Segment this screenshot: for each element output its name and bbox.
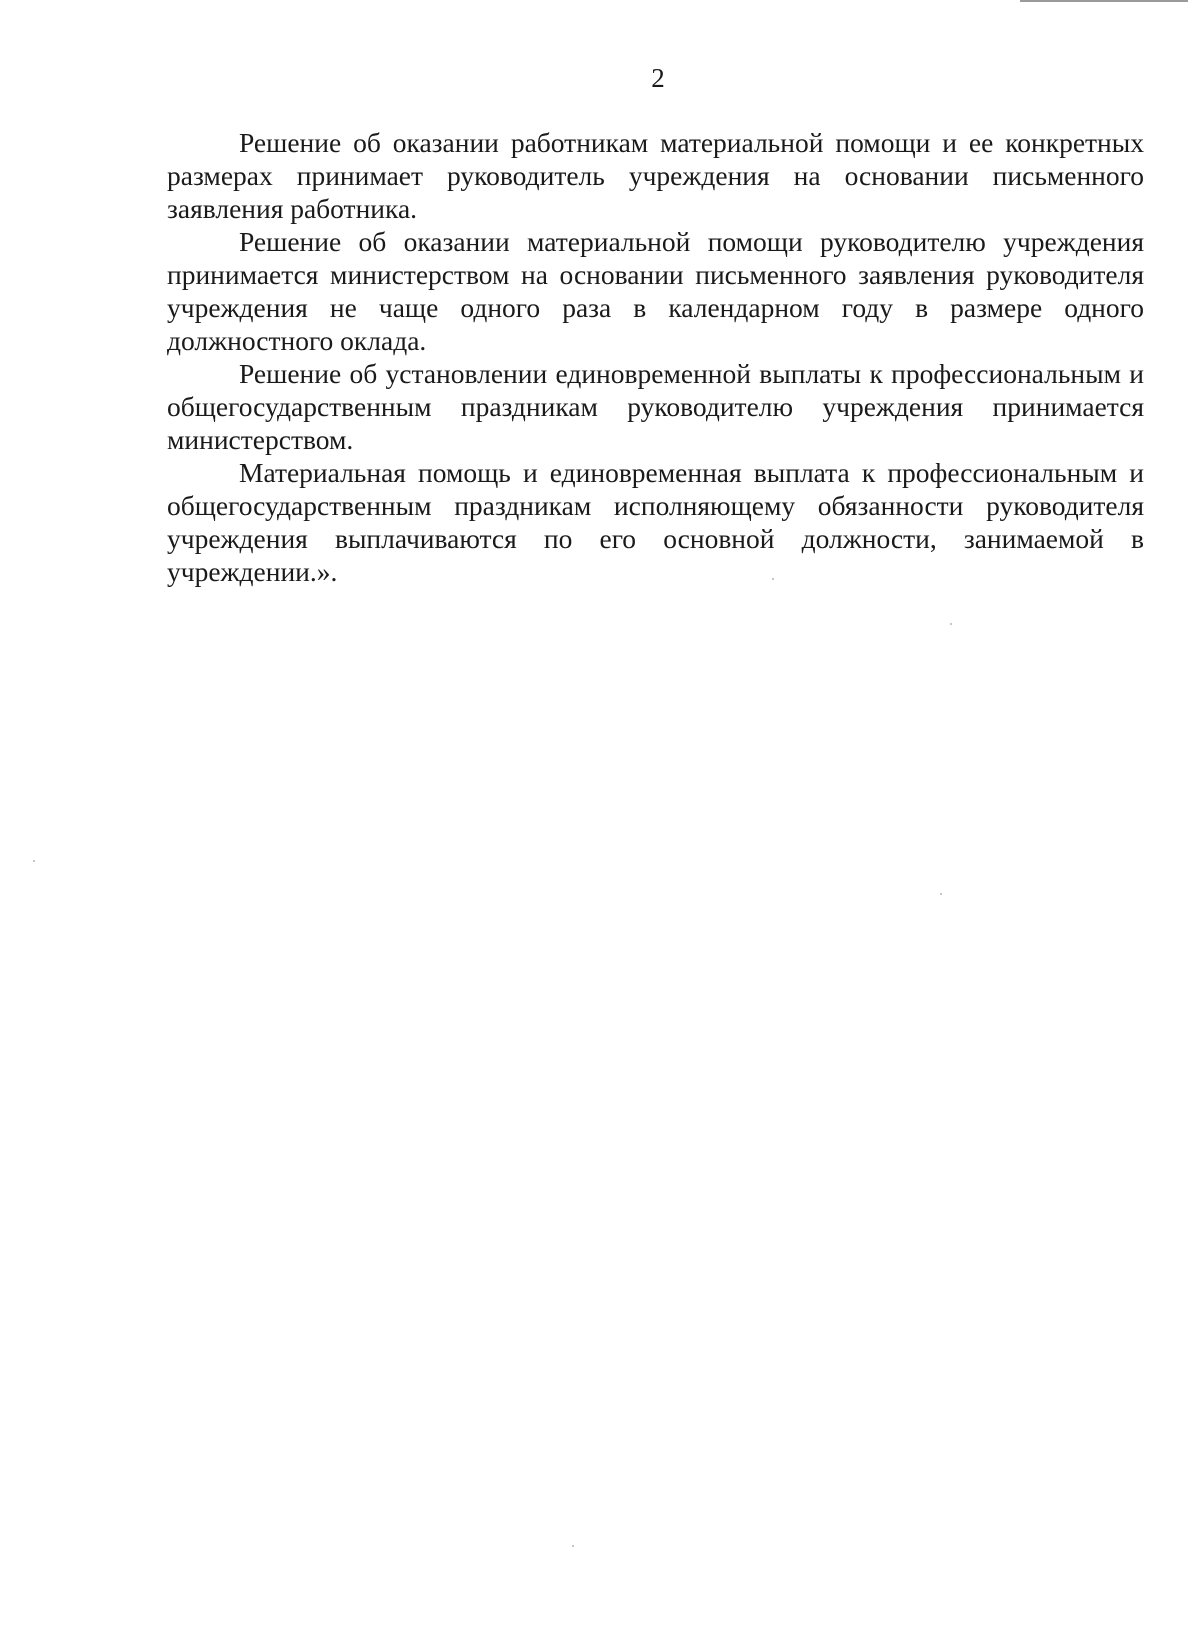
scan-speck (950, 623, 952, 625)
paragraph-1: Решение об оказании работникам материальной помощи и ее конкретных размерах принимает руководитель учреждения на основании письменного заявления работника. (167, 127, 1144, 224)
paragraph-4: Материальная помощь и единовременная выплата к профессиональным и общегосударственным праздникам исполняющему обязанности руководителя учреждения выплачиваются по его основной должности, занимаемой в учреждении.». (167, 457, 1144, 587)
scan-speck (940, 893, 942, 895)
paragraph-3: Решение об установлении единовременной выплаты к профессиональным и общегосударственным праздникам руководителю учреждения принимается министерством. (167, 358, 1144, 455)
page-number: 2 (651, 63, 665, 93)
scan-speck (33, 860, 35, 862)
body-text (167, 126, 1144, 588)
scan-edge-line (1020, 0, 1188, 2)
scan-speck (772, 578, 774, 580)
paragraph-2: Решение об оказании материальной помощи руководителю учреждения принимается министерством на основании письменного заявления руководителя учреждения не чаще одного раза в календарном году в размере одного должностного оклада. (167, 226, 1144, 356)
scan-speck (572, 1545, 574, 1547)
